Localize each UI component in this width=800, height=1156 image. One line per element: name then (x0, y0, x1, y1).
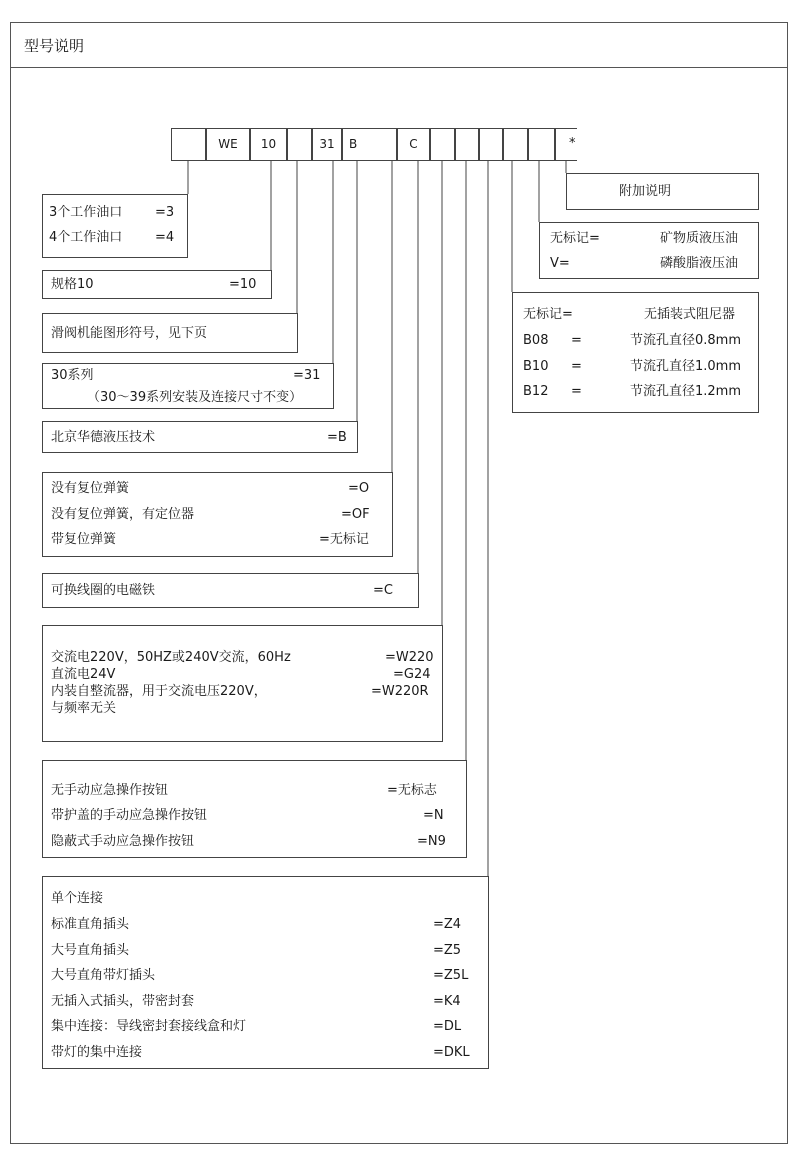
oil-ports-3-label: 3个工作油口 (49, 205, 123, 220)
connector-z4-label: 标准直角插头 (51, 917, 130, 932)
box-oil-ports (42, 194, 188, 258)
spring-of-code: =OF (341, 507, 370, 522)
code-cell-connector (479, 128, 503, 161)
orifice-b10-code: 节流孔直径1.0mm (630, 359, 742, 374)
brand-code: =B (327, 430, 347, 445)
connector-dkl-code: =DKL (433, 1045, 470, 1060)
coil-code: =C (373, 583, 393, 598)
manual-n9-label: 隐蔽式手动应急操作按钮 (51, 834, 195, 849)
box-additional (566, 173, 759, 210)
brand-label: 北京华德液压技术 (51, 430, 156, 445)
oil-ports-4-code: =4 (155, 230, 175, 245)
connector-dkl-label: 带灯的集中连接 (51, 1045, 143, 1060)
box-series (42, 363, 334, 409)
fluid-v-code: 磷酸脂液压油 (660, 256, 739, 271)
manual-none-code: =无标志 (387, 783, 437, 798)
spring-o-label: 没有复位弹簧 (51, 481, 130, 496)
voltage-g24-code: =G24 (393, 667, 431, 682)
oil-ports-4-label: 4个工作油口 (49, 230, 123, 245)
code-cell-size: 10 (250, 128, 287, 161)
box-orifice (512, 292, 759, 413)
code-cell-series: 31 (312, 128, 342, 161)
manual-n-code: =N (423, 808, 444, 823)
orifice-b08-label: B08 (523, 333, 549, 348)
box-brand (42, 421, 358, 453)
orifice-b12-eq: = (571, 384, 582, 399)
connector-z5l-code: =Z5L (433, 968, 469, 983)
connector-heading: 单个连接 (51, 891, 104, 906)
page-title: 型号说明 (24, 37, 85, 55)
additional-label: 附加说明 (619, 184, 672, 199)
box-spool (42, 313, 298, 353)
connector-dl-label: 集中连接：导线密封套接线盒和灯 (51, 1019, 247, 1034)
box-connector (42, 876, 489, 1069)
fluid-mineral-code: 矿物质液压油 (660, 231, 739, 246)
orifice-b10-label: B10 (523, 359, 549, 374)
box-manual (42, 760, 467, 858)
connector-k4-code: =K4 (433, 994, 461, 1009)
connector-dl-code: =DL (433, 1019, 462, 1034)
spring-return-code: =无标记 (319, 532, 369, 547)
voltage-w220r-label: 内装自整流器，用于交流电压220V， (51, 684, 267, 699)
code-cell-1 (171, 128, 206, 161)
orifice-b10-eq: = (571, 359, 582, 374)
spool-label: 滑阀机能图形符号，见下页 (51, 326, 208, 341)
voltage-g24-label: 直流电24V (51, 667, 116, 682)
code-cell-spool (287, 128, 312, 161)
code-cell-orifice (503, 128, 528, 161)
code-cell-voltage (430, 128, 455, 161)
orifice-b08-eq: = (571, 333, 582, 348)
connector-z5-label: 大号直角插头 (51, 943, 130, 958)
voltage-w220-code: =W220 (385, 650, 434, 665)
series-code: =31 (293, 368, 321, 383)
box-size (42, 270, 272, 299)
code-cell-coil: C (397, 128, 430, 161)
spring-of-label: 没有复位弹簧，有定位器 (51, 507, 195, 522)
spring-return-label: 带复位弹簧 (51, 532, 117, 547)
series-note: （30～39系列安装及连接尺寸不变） (87, 390, 303, 405)
series-label: 30系列 (51, 368, 94, 383)
voltage-w220-label: 交流电220V，50HZ或240V交流，60Hz (51, 650, 291, 665)
fluid-mineral-label: 无标记= (550, 231, 600, 246)
orifice-b08-code: 节流孔直径0.8mm (630, 333, 742, 348)
code-asterisk: * (569, 136, 576, 151)
code-cell-brand: B (342, 128, 397, 161)
size-code: =10 (229, 277, 257, 292)
size-label: 规格10 (51, 277, 94, 292)
oil-ports-3-code: =3 (155, 205, 175, 220)
orifice-b12-label: B12 (523, 384, 549, 399)
box-coil (42, 573, 419, 608)
fluid-v-label: V= (550, 256, 570, 271)
orifice-b12-code: 节流孔直径1.2mm (630, 384, 742, 399)
code-cell-fluid (528, 128, 555, 161)
code-cell-type: WE (206, 128, 250, 161)
connector-z5l-label: 大号直角带灯插头 (51, 968, 156, 983)
voltage-note: 与频率无关 (51, 701, 117, 716)
orifice-none-label: 无标记= (523, 307, 573, 322)
connector-z4-code: =Z4 (433, 917, 462, 932)
manual-n-label: 带护盖的手动应急操作按钮 (51, 808, 208, 823)
manual-n9-code: =N9 (417, 834, 446, 849)
orifice-none-code: 无插装式阻尼器 (644, 307, 736, 322)
connector-k4-label: 无插入式插头，带密封套 (51, 994, 195, 1009)
box-voltage (42, 625, 443, 742)
box-spring (42, 472, 393, 557)
coil-label: 可换线圈的电磁铁 (51, 583, 156, 598)
box-fluid (539, 222, 759, 279)
code-cell-manual (455, 128, 479, 161)
spring-o-code: =O (348, 481, 370, 496)
voltage-w220r-code: =W220R (371, 684, 429, 699)
manual-none-label: 无手动应急操作按钮 (51, 783, 169, 798)
connector-z5-code: =Z5 (433, 943, 462, 958)
